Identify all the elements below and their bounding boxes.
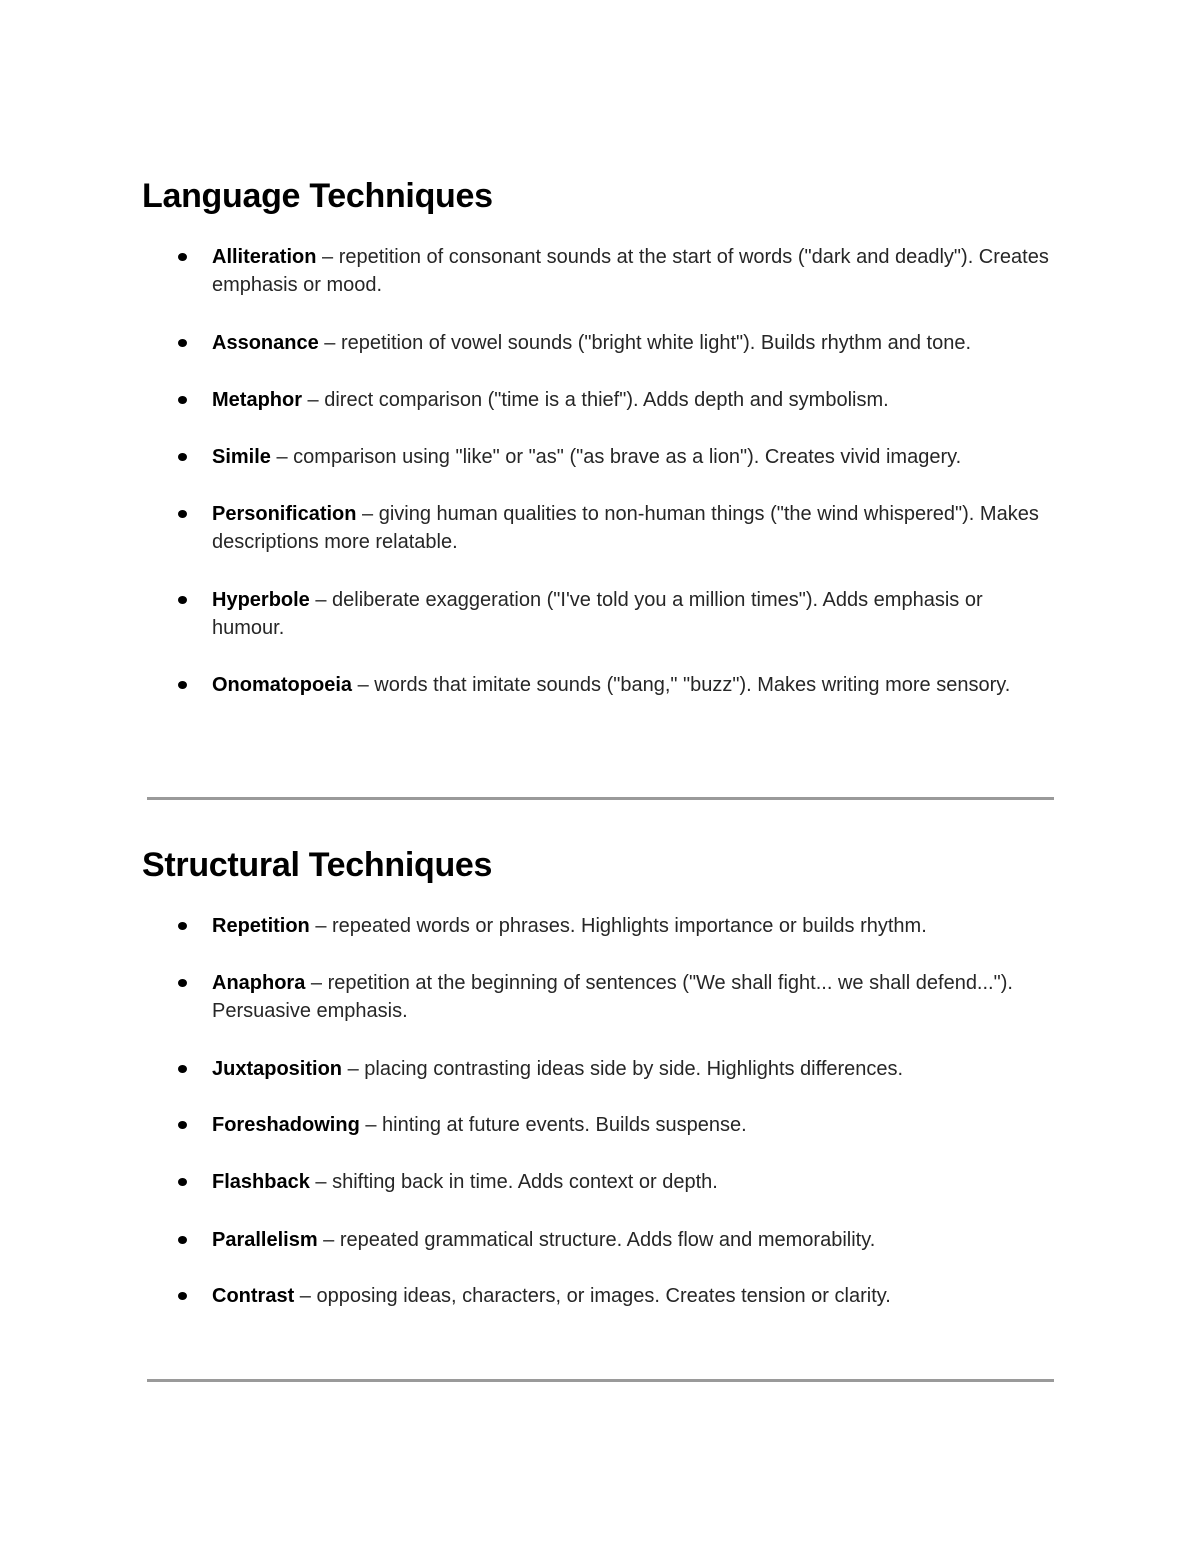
bullet-icon (178, 681, 187, 689)
bullet-icon (178, 1292, 187, 1300)
bullet-icon (178, 922, 187, 930)
bullet-icon (178, 339, 187, 347)
bullet-icon (178, 1178, 187, 1186)
bullet-icon (178, 253, 187, 261)
list-item-term: Onomatopoeia (212, 674, 353, 696)
list-item-text (212, 671, 1057, 699)
bullet-icon (178, 1065, 187, 1073)
list-item-description: – giving human qualities to non-human things ("the wind whispered"). Makes descriptions more relatable. (212, 503, 1039, 553)
bullet-icon (178, 1121, 187, 1129)
list-item-text (212, 969, 1057, 1025)
bullet-icon (178, 596, 187, 604)
list-item-description: – hinting at future events. Builds suspense. (359, 1114, 747, 1136)
list-item-description: – shifting back in time. Adds context or depth. (309, 1171, 718, 1193)
list-item-term: Anaphora (212, 972, 306, 994)
list-item-description: – comparison using "like" or "as" ("as brave as a lion"). Creates vivid imagery. (270, 446, 962, 468)
bullet-icon (178, 1236, 187, 1244)
list-item-text (212, 1226, 1057, 1254)
list-item-text (212, 329, 1057, 357)
section-heading-structural-techniques: Structural Techniques (142, 846, 493, 884)
list-item-term: Foreshadowing (212, 1114, 360, 1136)
list-item-description: – repetition at the beginning of sentences ("We shall fight... we shall defend..."). Persuasive emphasis. (212, 972, 1013, 1022)
list-item-description: – repeated grammatical structure. Adds flow and memorability. (317, 1229, 876, 1251)
list-item-description: – repetition of consonant sounds at the start of words ("dark and deadly"). Creates emphasis or mood. (212, 246, 1049, 296)
list-item-term: Assonance (212, 332, 319, 354)
list-item-term: Hyperbole (212, 589, 310, 611)
list-item-description: – placing contrasting ideas side by side. Highlights differences. (342, 1058, 904, 1080)
list-item-description: – deliberate exaggeration ("I've told you a million times"). Adds emphasis or humour. (212, 589, 983, 639)
list-item-term: Contrast (212, 1285, 295, 1307)
list-item-text (212, 1055, 1057, 1083)
list-item-text (212, 586, 1057, 642)
list-item-term: Repetition (212, 915, 310, 937)
bullet-icon (178, 453, 187, 461)
list-item-description: – repetition of vowel sounds ("bright white light"). Builds rhythm and tone. (318, 332, 972, 354)
list-item-term: Flashback (212, 1171, 310, 1193)
list-item-text (212, 1111, 1057, 1139)
list-item-text (212, 243, 1057, 299)
section-divider (147, 797, 1054, 800)
bullet-icon (178, 396, 187, 404)
list-item-term: Simile (212, 446, 271, 468)
section-divider (147, 1379, 1054, 1382)
list-item-description: – opposing ideas, characters, or images. Creates tension or clarity. (294, 1285, 891, 1307)
list-item-term: Juxtaposition (212, 1058, 343, 1080)
list-item-description: – words that imitate sounds ("bang," "buzz"). Makes writing more sensory. (352, 674, 1011, 696)
list-item-term: Personification (212, 503, 357, 525)
list-item-term: Metaphor (212, 389, 302, 411)
list-item-text (212, 500, 1057, 556)
bullet-icon (178, 979, 187, 987)
list-item-term: Parallelism (212, 1229, 318, 1251)
list-item-text (212, 1282, 1057, 1310)
bullet-icon (178, 510, 187, 518)
list-item-description: – direct comparison ("time is a thief"). Adds depth and symbolism. (302, 389, 889, 411)
list-item-description: – repeated words or phrases. Highlights importance or builds rhythm. (309, 915, 927, 937)
list-item-text (212, 443, 1057, 471)
list-item-term: Alliteration (212, 246, 317, 268)
list-item-text (212, 386, 1057, 414)
list-item-text (212, 1168, 1057, 1196)
section-heading-language-techniques: Language Techniques (142, 177, 493, 215)
list-item-text (212, 912, 1057, 940)
